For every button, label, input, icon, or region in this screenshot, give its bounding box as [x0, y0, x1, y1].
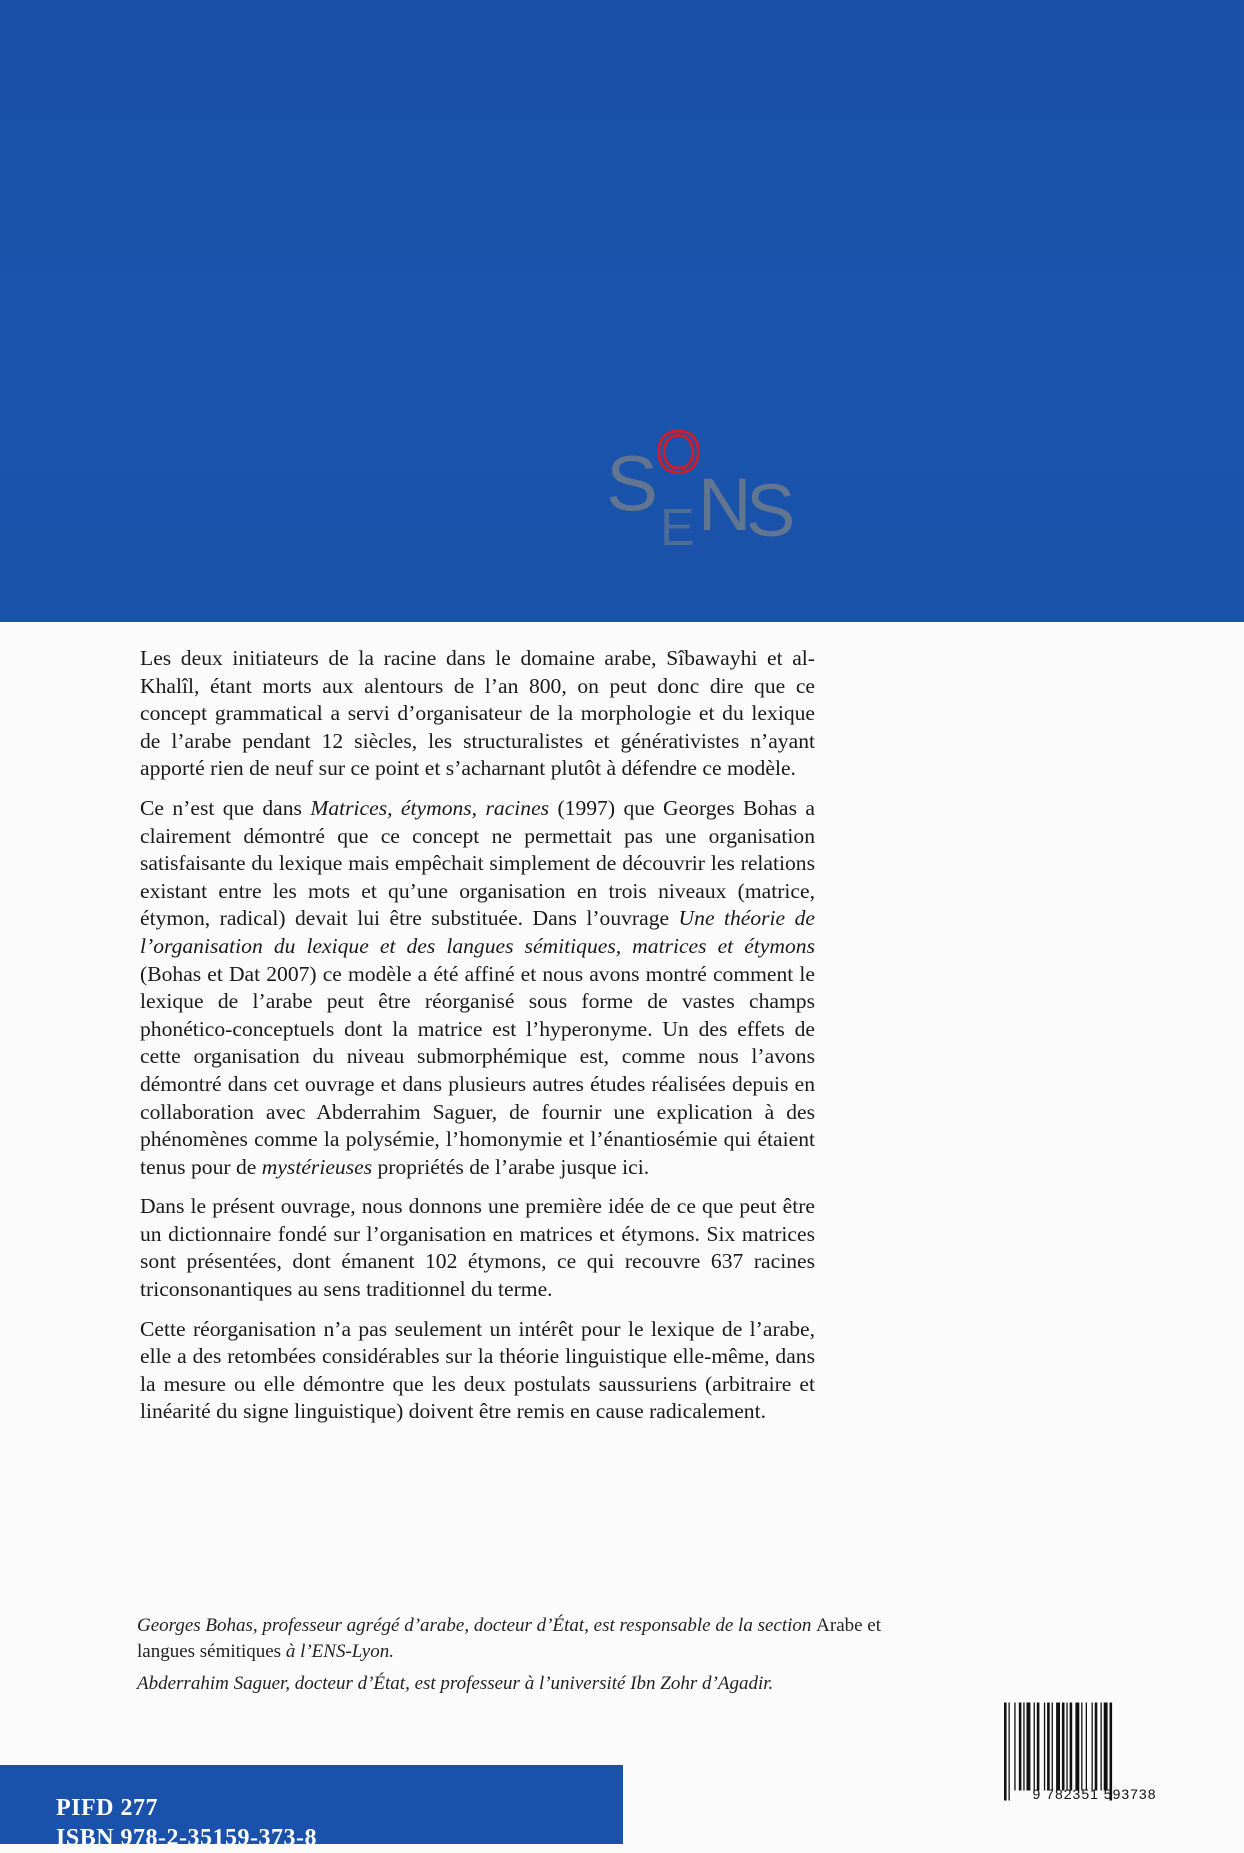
- barcode-bar: [1034, 1703, 1035, 1791]
- series-number: PIFD 277: [56, 1795, 158, 1821]
- barcode-bar: [1027, 1703, 1031, 1791]
- paragraph-2-part-a: Ce n’est que dans: [140, 795, 311, 820]
- barcode-bar: [1066, 1703, 1067, 1791]
- isbn: ISBN 978-2-35159-373-8: [56, 1825, 317, 1851]
- barcode-bar: [1023, 1703, 1024, 1791]
- logo-letter-n: N: [698, 463, 752, 546]
- barcode-bar: [1092, 1703, 1093, 1791]
- paragraph-2-part-b: (1997) que Georges Bohas a clairement démontré que ce concept ne permettait pas une organisation satisfaisante du lexique mais empêchait simplement de découvrir les relations existant entre les mots et qu’une organisation en trois niveaux (matrice, étymon, radical) devait lui être substituée. Dans l’ouvrage: [140, 795, 815, 931]
- back-cover-text: [140, 645, 815, 1438]
- barcode-bar: [1081, 1703, 1082, 1791]
- series-info: [56, 1793, 317, 1853]
- bio-bohas-section: Arabe et langues sémitiques: [137, 1615, 882, 1662]
- barcode-bar: [1056, 1703, 1060, 1791]
- book-title-matrices: Matrices, étymons, racines: [310, 795, 550, 820]
- paragraph-2-part-c: (Bohas et Dat 2007) ce modèle a été affiné et nous avons montré comment le lexique de l’arabe peut être réorganisé sous forme de vastes champs phonético-conceptuels dont la matrice est l’hyperonyme. Un des effets de cette organisation du niveau submorphémique est, comme nous l’avons démontré dans cet ouvrage et dans plusieurs autres études réalisées depuis en collaboration avec Abderrahim Saguer, de fournir une explication à des phénomènes comme la polysémie, l’homonymie et l’énantiosémie qui étaient tenus pour de: [140, 961, 815, 1179]
- barcode-bar: [1075, 1703, 1079, 1791]
- barcode-bar: [1070, 1703, 1073, 1791]
- barcode-bar: [1052, 1703, 1053, 1791]
- logo-letter-s1: S: [606, 439, 659, 527]
- barcode-number: 9 782351 593738: [1032, 1786, 1157, 1802]
- barcode-bar: [1101, 1703, 1102, 1791]
- paragraph-1: Les deux initiateurs de la racine dans le domaine arabe, Sîbawayhi et al-Khalîl, étant morts aux alentours de l’an 800, on peut donc dire que ce concept grammatical a servi d’organisateur de la morphologie et du lexique de l’arabe pendant 12 siècles, les structuralistes et générativistes n’ayant apporté rien de neuf sur ce point et s’acharnant plutôt à défendre ce modèle.: [140, 646, 815, 781]
- paragraph-2-part-d: propriétés de l’arabe jusque ici.: [372, 1154, 650, 1179]
- barcode-bar: [1044, 1703, 1045, 1791]
- barcode-bar: [1062, 1703, 1065, 1791]
- barcode-bar: [1095, 1703, 1098, 1791]
- logo-letter-o: O: [656, 420, 702, 485]
- author-bios: [137, 1613, 917, 1703]
- paragraph-2: [140, 795, 815, 1181]
- bio-bohas-part-b: à l’ENS-Lyon.: [281, 1641, 394, 1662]
- logo-letter-s2: S: [746, 469, 796, 552]
- book-title-theorie: Une théorie de l’organisation du lexique et des langues sémitiques, matrices et étymons: [140, 906, 815, 958]
- logo-letter-e: E: [660, 499, 695, 557]
- barcode-bar: [1037, 1703, 1040, 1791]
- barcode-bar: [1104, 1703, 1108, 1791]
- bio-bohas: [137, 1613, 917, 1665]
- barcode-bar: [1047, 1703, 1050, 1791]
- paragraph-4: Cette réorganisation n’a pas seulement un intérêt pour le lexique de l’arabe, elle a des retombées considérables sur la théorie linguistique elle-même, dans la mesure ou elle démontre que les deux postulats saussuriens (arbitraire et linéarité du signe linguistique) doivent être remis en cause radicalement.: [140, 1316, 815, 1424]
- sens-logo: [600, 410, 830, 560]
- barcode-bar: [1086, 1703, 1087, 1791]
- barcode-bar: [1019, 1703, 1022, 1791]
- paragraph-3: Dans le présent ouvrage, nous donnons une première idée de ce que peut être un dictionnaire fondé sur l’organisation en matrices et étymons. Six matrices sont présentées, dont émanent 102 étymons, ce qui recouvre 637 racines triconsonantiques au sens traditionnel du terme.: [140, 1194, 815, 1302]
- barcode-bar: [1014, 1703, 1015, 1791]
- bio-saguer: Abderrahim Saguer, docteur d’État, est professeur à l’université Ibn Zohr d’Agadir.: [137, 1673, 774, 1694]
- bio-bohas-part-a: Georges Bohas, professeur agrégé d’arabe, docteur d’État, est responsable de la section: [137, 1615, 817, 1636]
- italic-mysterieuses: mystérieuses: [261, 1154, 373, 1179]
